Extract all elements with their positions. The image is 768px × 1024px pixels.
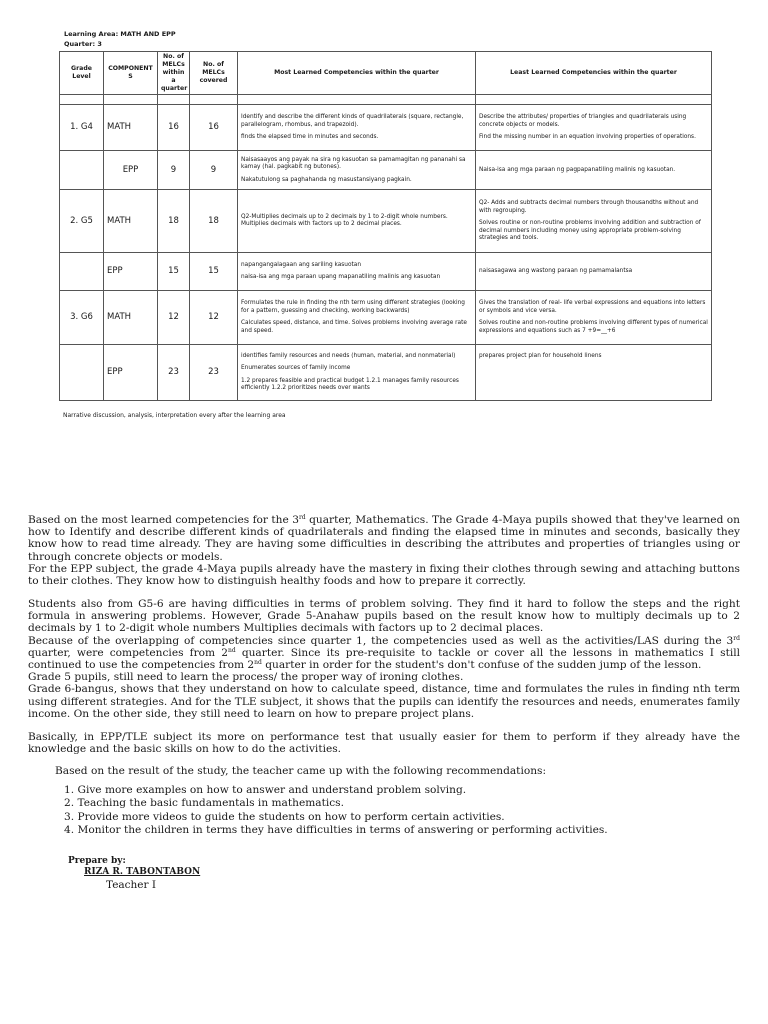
learning-area-label: Learning Area: MATH AND EPP — [64, 30, 176, 38]
table-row — [60, 291, 712, 345]
least-learned-cell: Naisa-isa ang mga paraan ng pagpapanatiling malinis ng kasuotan. — [476, 151, 712, 190]
least-learned-cell: Gives the translation of real- life verbal expressions and equations into letters or symbols and vice versa. Solves routine and non-routine problems involving different types of numerical expressions and equations such as 7 +9=__+6 — [476, 291, 712, 345]
least-learned-cell: prepares project plan for household linens — [476, 345, 712, 401]
most-learned-cell: Q2-Multiplies decimals up to 2 decimals by 1 to 2-digit whole numbers. Multiplies decimals with factors up to 2 decimal places. — [238, 190, 476, 253]
grade-cell: 1. G4 — [60, 105, 104, 151]
recommendations-intro: Based on the result of the study, the teacher came up with the following recommendations: — [55, 765, 547, 777]
component-cell: EPP — [104, 253, 158, 291]
paragraph-grade6: Grade 6-bangus, shows that they understand on how to calculate speed, distance, time and formulates the rules in finding nth term using different strategies. And for the TLE subject, it shows that the pupils can identify the resources and needs, enumerates family income. On the other side, they still need to learn on how to prepare project plans. — [28, 683, 740, 720]
melcs-covered-cell: 23 — [190, 345, 238, 401]
least-learned-cell: Q2- Adds and subtracts decimal numbers through thousandths without and with regrouping. Solves routine or non-routine problems involving addition and subtraction of decimal numbers including money using appropriate problem-solving strategies and tools. — [476, 190, 712, 253]
recommendations-list — [64, 784, 608, 838]
paragraph-epp-tle: Basically, in EPP/TLE subject its more on performance test that usually easier for them to perform if they already have the knowledge and the basic skills on how to do the activities. — [28, 731, 740, 756]
list-item: 4. Monitor the children in terms they have difficulties in terms of answering or performing activities. — [64, 824, 608, 837]
melcs-within-cell: 9 — [158, 151, 190, 190]
melc-table — [59, 51, 712, 401]
melcs-within-cell: 18 — [158, 190, 190, 253]
table-header-row — [60, 52, 712, 95]
grade-cell — [60, 253, 104, 291]
list-item: 1. Give more examples on how to answer and understand problem solving. — [64, 784, 467, 796]
least-learned-cell: naisasagawa ang wastong paraan ng pamamalantsa — [476, 253, 712, 291]
preparer-title: Teacher I — [106, 879, 157, 891]
table-spacer-row — [60, 95, 712, 105]
component-cell: MATH — [104, 190, 158, 253]
header-least-learned: Least Learned Competencies within the quarter — [476, 52, 712, 95]
least-learned-cell: Describe the attributes/ properties of triangles and quadrilaterals using concrete objects or models. Find the missing number in an equation involving properties of operations. — [476, 105, 712, 151]
header-most-learned: Most Learned Competencies within the quarter — [238, 52, 476, 95]
melcs-within-cell: 16 — [158, 105, 190, 151]
most-learned-cell: Identify and describe the different kinds of quadrilaterals (square, rectangle, parallelogram, rhombus, and trapezoid). finds the elapsed time in minutes and seconds. — [238, 105, 476, 151]
melcs-within-cell: 15 — [158, 253, 190, 291]
header-melcs-within-quarter: No. of MELCs within a quarter — [158, 52, 190, 95]
header-components: COMPONENT S — [104, 52, 158, 95]
melcs-within-cell: 12 — [158, 291, 190, 345]
header-grade-level: Grade Level — [60, 52, 104, 95]
preparer-name: RIZA R. TABONTABON — [84, 867, 201, 877]
most-learned-cell: napangangalagaan ang sariling kasuotan naisa-isa ang mga paraan upang mapanatiling malinis ang kasuotan — [238, 253, 476, 291]
most-learned-cell: Naisasaayos ang payak na sira ng kasuotan sa pamamagitan ng pananahi sa kamay (hal. pagkabit ng butones). Nakatutulong sa paghahanda ng masustansiyang pagkain. — [238, 151, 476, 190]
paragraph-overlap: Because of the overlapping of competencies since quarter 1, the competencies used as well as the activities/LAS during the 3rd quarter, were competencies from 2nd quarter. Since its pre-requisite to tackle or cover all the lessons in mathematics I still continued to use the competencies from 2nd quarter in order for the student's don't confuse of the sudden jump of the lesson. — [28, 634, 740, 672]
header-melcs-covered: No. of MELCs covered — [190, 52, 238, 95]
component-cell: MATH — [104, 291, 158, 345]
table-row — [60, 151, 712, 190]
most-learned-cell: identifies family resources and needs (human, material, and nonmaterial) Enumerates sources of family income 1.2 prepares feasible and practical budget 1.2.1 manages family resources efficiently 1.2.2 prioritizes needs over wants — [238, 345, 476, 401]
most-learned-cell: Formulates the rule in finding the nth term using different strategies (looking for a pattern, guessing and checking, working backwards) Calculates speed, distance, and time. Solves problems involving average rate and speed. — [238, 291, 476, 345]
grade-cell: 3. G6 — [60, 291, 104, 345]
melcs-within-cell: 23 — [158, 345, 190, 401]
discussion-block-1 — [28, 514, 740, 587]
component-cell: EPP — [104, 151, 158, 190]
table-row — [60, 190, 712, 253]
quarter-label: Quarter: 3 — [64, 40, 102, 48]
paragraph-grade5: Grade 5 pupils, still need to learn the process/ the proper way of ironing clothes. — [28, 671, 464, 684]
grade-cell — [60, 151, 104, 190]
grade-cell — [60, 345, 104, 401]
discussion-block-2 — [28, 598, 740, 720]
prepared-by-label: Prepare by: — [68, 856, 126, 866]
list-item: 2. Teaching the basic fundamentals in mathematics. — [64, 797, 344, 810]
melcs-covered-cell: 9 — [190, 151, 238, 190]
narrative-note: Narrative discussion, analysis, interpretation every after the learning area — [63, 412, 286, 419]
melcs-covered-cell: 12 — [190, 291, 238, 345]
grade-cell: 2. G5 — [60, 190, 104, 253]
paragraph-math-g4: Based on the most learned competencies for the 3rd quarter, Mathematics. The Grade 4-Maya pupils showed that they've learned on how to Identify and describe different kinds of quadrilaterals and finding the elapsed time in minutes and seconds, basically they know how to read time already. They are having some difficulties in describing the attributes and properties of triangles using or through concrete objects or models. — [28, 514, 741, 563]
list-item: 3. Provide more videos to guide the students on how to perform certain activities. — [64, 810, 505, 823]
melcs-covered-cell: 15 — [190, 253, 238, 291]
table-row — [60, 253, 712, 291]
component-cell: MATH — [104, 105, 158, 151]
melcs-covered-cell: 16 — [190, 105, 238, 151]
component-cell: EPP — [104, 345, 158, 401]
paragraph-epp-g4: For the EPP subject, the grade 4-Maya pupils already have the mastery in fixing their clothes through sewing and attaching buttons to their clothes. They know how to distinguish healthy foods and how to prepare it correctly. — [28, 562, 740, 588]
table-row — [60, 105, 712, 151]
table-row — [60, 345, 712, 401]
paragraph-g5-g6: Students also from G5-6 are having difficulties in terms of problem solving. They find it hard to follow the steps and the right formula in answering problems. However, Grade 5-Anahaw pupils based on the result know how to multiply decimals up to 2 decimals by 1 to 2-digit whole numbers Multiplies decimals with factors up to 2 decimal places. — [28, 598, 740, 635]
discussion-block-3 — [28, 731, 740, 755]
melcs-covered-cell: 18 — [190, 190, 238, 253]
